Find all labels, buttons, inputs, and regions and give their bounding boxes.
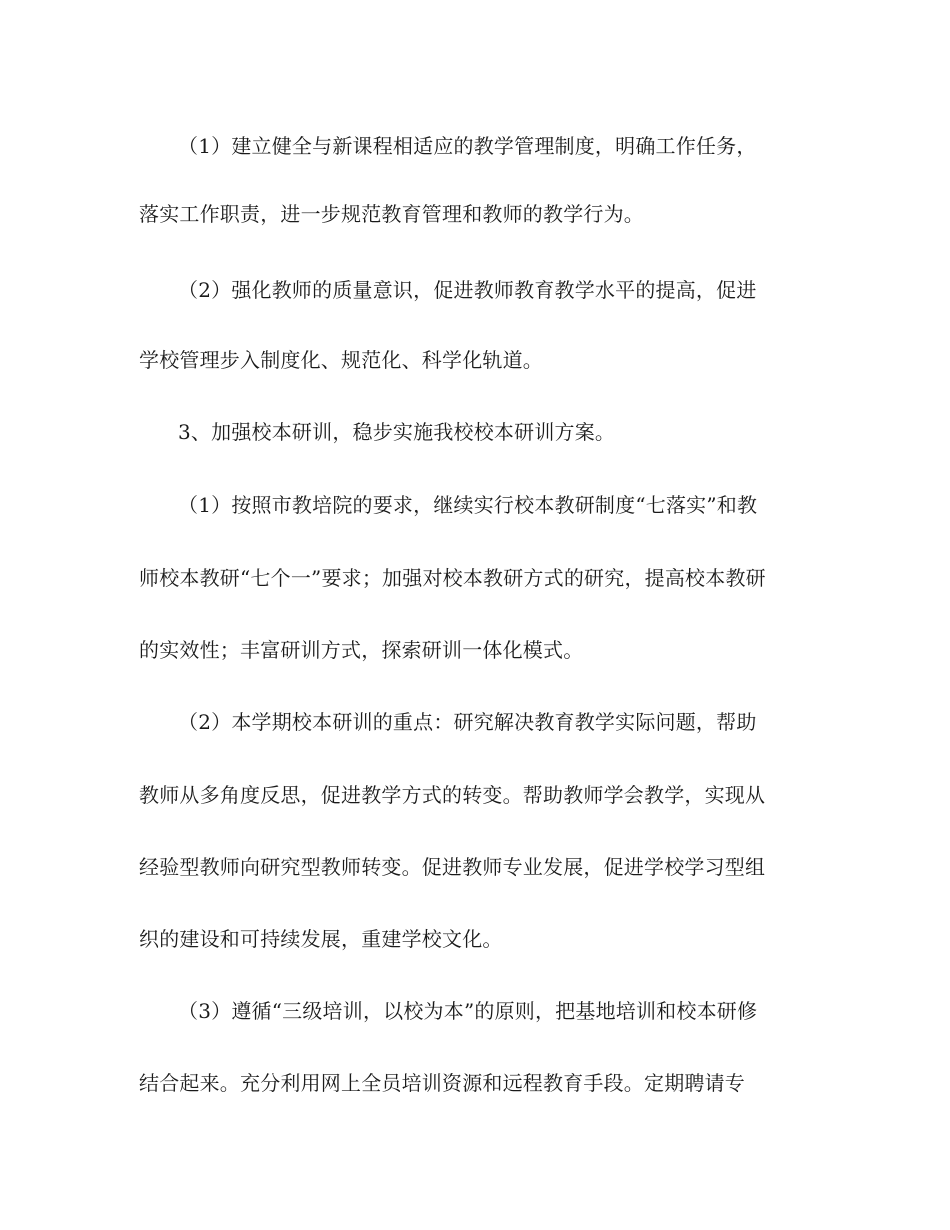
paragraph-line: 结合起来。充分利用网上全员培训资源和远程教育手段。定期聘请专: [139, 1071, 745, 1095]
paragraph-line: 经验型教师向研究型教师转变。促进教师专业发展，促进学校学习型组: [139, 855, 766, 879]
paragraph-line: 的实效性；丰富研训方式，探索研训一体化模式。: [139, 638, 584, 662]
paragraph-line: （3）遵循“三级培训，以校为本”的原则，把基地培训和校本研修: [178, 999, 758, 1023]
paragraph-line: 教师从多角度反思，促进教学方式的转变。帮助教师学会教学，实现从: [139, 783, 766, 807]
section-heading: 3、加强校本研训，稳步实施我校校本研训方案。: [178, 420, 616, 444]
paragraph-line: （2）强化教师的质量意识，促进教师教育教学水平的提高，促进: [178, 278, 757, 302]
paragraph-line: 师校本教研“七个一”要求；加强对校本教研方式的研究，提高校本教研: [139, 566, 766, 590]
paragraph-line: 学校管理步入制度化、规范化、科学化轨道。: [139, 348, 543, 372]
paragraph-line: （1）按照市教培院的要求，继续实行校本教研制度“七落实”和教: [178, 493, 758, 517]
paragraph-line: （1）建立健全与新课程相适应的教学管理制度，明确工作任务，: [178, 134, 757, 158]
paragraph-line: （2）本学期校本研训的重点：研究解决教育教学实际问题，帮助: [178, 710, 757, 734]
paragraph-line: 落实工作职责，进一步规范教育管理和教师的教学行为。: [139, 202, 644, 226]
paragraph-line: 织的建设和可持续发展，重建学校文化。: [139, 927, 503, 951]
